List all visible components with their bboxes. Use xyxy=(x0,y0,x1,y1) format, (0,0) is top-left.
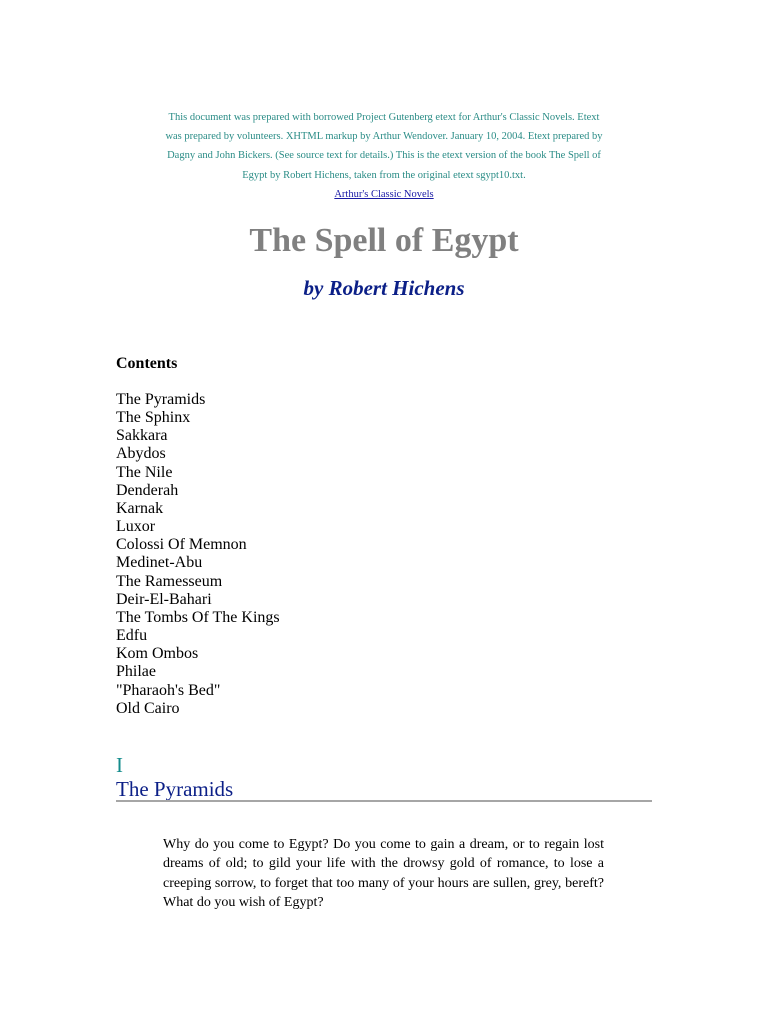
etext-notice-text: This document was prepared with borrowed Project Gutenberg etext for Arthur's Classic Novels. Etext was prepared by volunteers. XHTML markup by Arthur Wendover. January 10, 2004. Etext prepared by Dagny and John Bickers. (See source text for details.) This is the etext version of the book The Spell of Egypt by Robert Hichens, taken from the original etext sgypt10.txt. xyxy=(165,112,603,181)
book-title: The Spell of Egypt xyxy=(249,222,519,259)
toc-item[interactable]: Philae xyxy=(116,663,156,681)
toc-item[interactable]: Edfu xyxy=(116,627,148,645)
toc-item[interactable]: Medinet-Abu xyxy=(116,554,203,572)
book-author: by Robert Hichens xyxy=(303,276,465,300)
table-of-contents xyxy=(116,391,280,718)
toc-item[interactable]: The Sphinx xyxy=(116,409,191,427)
toc-item[interactable]: Karnak xyxy=(116,499,164,517)
toc-item[interactable]: Sakkara xyxy=(116,427,168,445)
chapter-paragraph: Why do you come to Egypt? Do you come to gain a dream, or to regain lost dreams of old; to gild your life with the drowsy gold of romance, to lose a creeping sorrow, to forget that too many of your hours are sullen, grey, bereft? What do you wish of Egypt? xyxy=(163,837,604,911)
toc-item[interactable]: Deir-El-Bahari xyxy=(116,590,212,608)
toc-item[interactable]: Abydos xyxy=(116,445,166,463)
chapter-divider xyxy=(116,800,652,802)
contents-heading: Contents xyxy=(116,355,178,372)
chapter-title: The Pyramids xyxy=(116,777,234,801)
toc-item[interactable]: "Pharaoh's Bed" xyxy=(116,681,221,699)
toc-item[interactable]: Old Cairo xyxy=(116,699,180,717)
chapter-number: I xyxy=(116,753,123,777)
toc-item[interactable]: Colossi Of Memnon xyxy=(116,536,247,554)
toc-item[interactable]: The Tombs Of The Kings xyxy=(116,608,280,626)
toc-item[interactable]: The Pyramids xyxy=(116,391,206,408)
toc-item[interactable]: Kom Ombos xyxy=(116,645,199,663)
arthurs-classic-novels-link[interactable]: Arthur's Classic Novels xyxy=(334,188,434,200)
toc-item[interactable]: Luxor xyxy=(116,518,156,536)
toc-item[interactable]: The Nile xyxy=(116,463,173,481)
toc-item[interactable]: Denderah xyxy=(116,481,179,499)
toc-item[interactable]: The Ramesseum xyxy=(116,572,223,590)
etext-notice xyxy=(160,108,608,204)
